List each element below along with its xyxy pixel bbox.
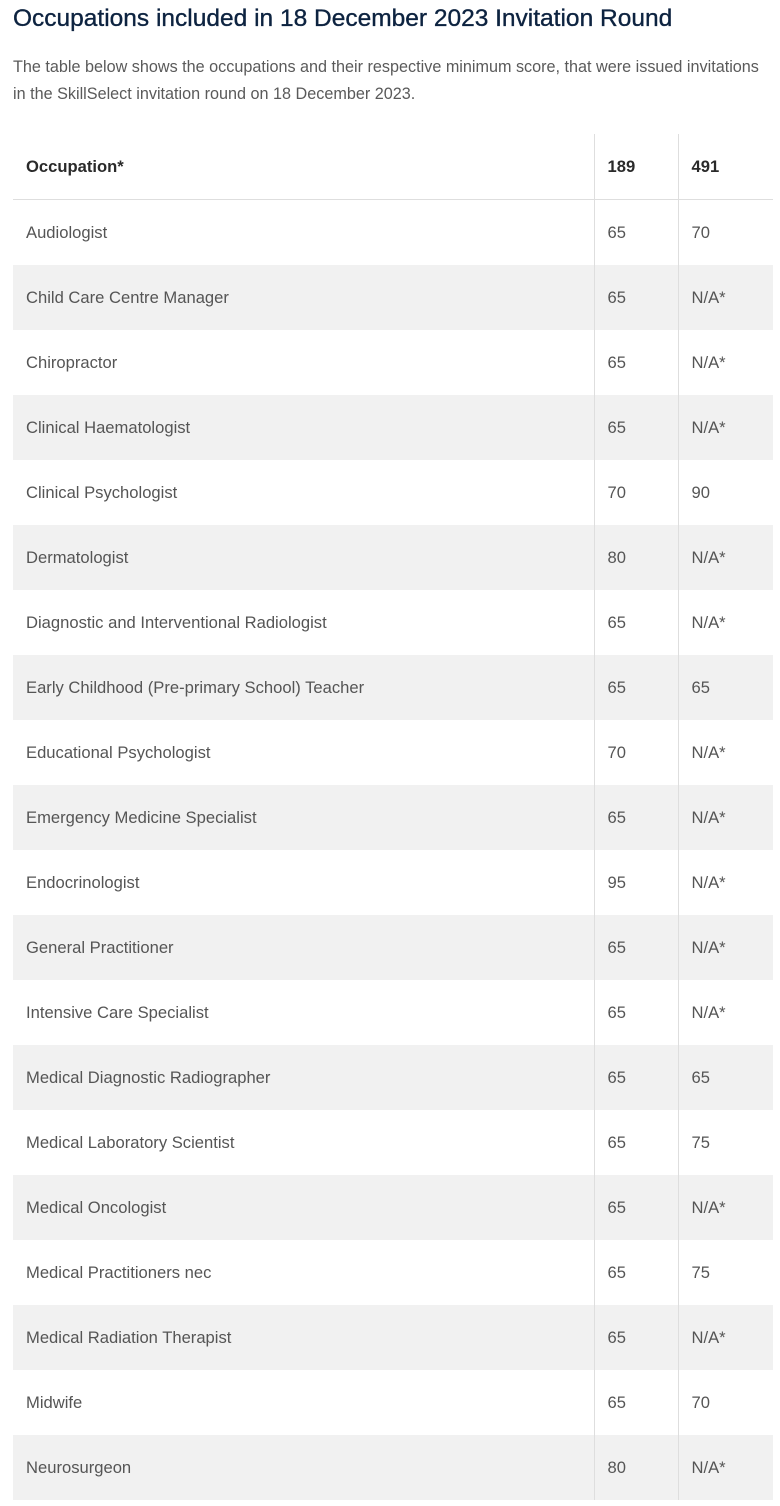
cell-occupation: Intensive Care Specialist [26, 1002, 209, 1022]
table-row [13, 525, 773, 590]
cell-occupation: Child Care Centre Manager [13, 265, 594, 330]
cell-subclass-189: 80 [594, 525, 678, 590]
cell-subclass-189: 65 [594, 1370, 678, 1435]
cell-subclass-491: N/A* [678, 980, 773, 1045]
table-row [13, 1045, 773, 1110]
cell-subclass-189: 65 [594, 980, 678, 1045]
cell-subclass-189: 65 [594, 1045, 678, 1110]
cell-subclass-491: 65 [678, 1045, 773, 1110]
cell-subclass-491: N/A* [678, 395, 773, 460]
table-row [13, 850, 773, 915]
cell-occupation: Endocrinologist [26, 872, 140, 892]
table-row [13, 1110, 773, 1175]
table-row [13, 590, 773, 655]
table-row [13, 460, 773, 525]
page-content [13, 0, 773, 108]
cell-subclass-491: N/A* [678, 330, 773, 395]
cell-occupation: Medical Laboratory Scientist [26, 1132, 235, 1152]
cell-subclass-189: 65 [594, 785, 678, 850]
cell-subclass-491: N/A* [678, 720, 773, 785]
cell-subclass-491: N/A* [678, 1305, 773, 1370]
cell-occupation: Neurosurgeon [13, 1435, 594, 1500]
cell-subclass-491: N/A* [678, 785, 773, 850]
cell-occupation: Educational Psychologist [26, 742, 211, 762]
table-header-row [13, 134, 773, 200]
header-occupation: Occupation* [13, 134, 594, 200]
cell-subclass-491: 65 [678, 655, 773, 720]
cell-occupation: Early Childhood (Pre-primary School) Teacher [13, 655, 594, 720]
cell-occupation: Clinical Psychologist [26, 482, 178, 502]
table-row [13, 395, 773, 460]
cell-subclass-491: N/A* [678, 1175, 773, 1240]
table-row [13, 265, 773, 330]
table-row [13, 1305, 773, 1370]
table-row [13, 1435, 773, 1500]
intro-paragraph: The table below shows the occupations and their respective minimum score, that were issued invitations in the SkillSelect invitation round on 18 December 2023. [13, 58, 759, 103]
table-row [13, 785, 773, 850]
table-row [13, 655, 773, 720]
cell-occupation: Midwife [26, 1392, 83, 1412]
header-subclass-189: 189 [594, 134, 678, 200]
cell-occupation: Medical Radiation Therapist [13, 1305, 594, 1370]
cell-subclass-189: 65 [594, 1110, 678, 1175]
cell-subclass-491: N/A* [678, 265, 773, 330]
header-subclass-491: 491 [678, 134, 773, 200]
table-row [13, 980, 773, 1045]
cell-subclass-189: 70 [594, 720, 678, 785]
cell-subclass-491: N/A* [678, 525, 773, 590]
cell-subclass-491: N/A* [678, 590, 773, 655]
cell-subclass-491: N/A* [678, 1435, 773, 1500]
table-body [13, 200, 773, 1501]
cell-subclass-491: 90 [678, 460, 773, 525]
cell-subclass-189: 65 [594, 1175, 678, 1240]
table-row [13, 915, 773, 980]
cell-occupation: Clinical Haematologist [13, 395, 594, 460]
cell-occupation: Medical Diagnostic Radiographer [13, 1045, 594, 1110]
cell-subclass-189: 80 [594, 1435, 678, 1500]
cell-occupation: Dermatologist [13, 525, 594, 590]
table-header [13, 134, 773, 200]
table-row [13, 330, 773, 395]
cell-subclass-491: 70 [678, 1370, 773, 1435]
cell-subclass-491: N/A* [678, 915, 773, 980]
cell-occupation: Medical Oncologist [13, 1175, 594, 1240]
cell-subclass-491: 75 [678, 1240, 773, 1305]
table-row [13, 1240, 773, 1305]
table-row [13, 1175, 773, 1240]
cell-subclass-189: 65 [594, 655, 678, 720]
cell-subclass-189: 65 [594, 330, 678, 395]
cell-subclass-189: 95 [594, 850, 678, 915]
cell-occupation: Medical Practitioners nec [26, 1262, 212, 1282]
cell-subclass-189: 65 [594, 1305, 678, 1370]
page-title: Occupations included in 18 December 2023 Invitation Round [13, 5, 673, 32]
cell-subclass-491: N/A* [678, 850, 773, 915]
cell-subclass-189: 65 [594, 200, 678, 266]
cell-subclass-491: 75 [678, 1110, 773, 1175]
cell-subclass-189: 70 [594, 460, 678, 525]
occupations-table [13, 134, 773, 1500]
cell-occupation: Diagnostic and Interventional Radiologist [26, 612, 327, 632]
cell-subclass-189: 65 [594, 590, 678, 655]
table-row [13, 200, 773, 266]
cell-subclass-189: 65 [594, 1240, 678, 1305]
cell-occupation: General Practitioner [13, 915, 594, 980]
table-row [13, 1370, 773, 1435]
cell-subclass-491: 70 [678, 200, 773, 266]
cell-subclass-189: 65 [594, 395, 678, 460]
cell-occupation: Chiropractor [26, 352, 118, 372]
cell-occupation: Emergency Medicine Specialist [13, 785, 594, 850]
cell-occupation: Audiologist [26, 222, 108, 242]
cell-subclass-189: 65 [594, 265, 678, 330]
cell-subclass-189: 65 [594, 915, 678, 980]
table-row [13, 720, 773, 785]
